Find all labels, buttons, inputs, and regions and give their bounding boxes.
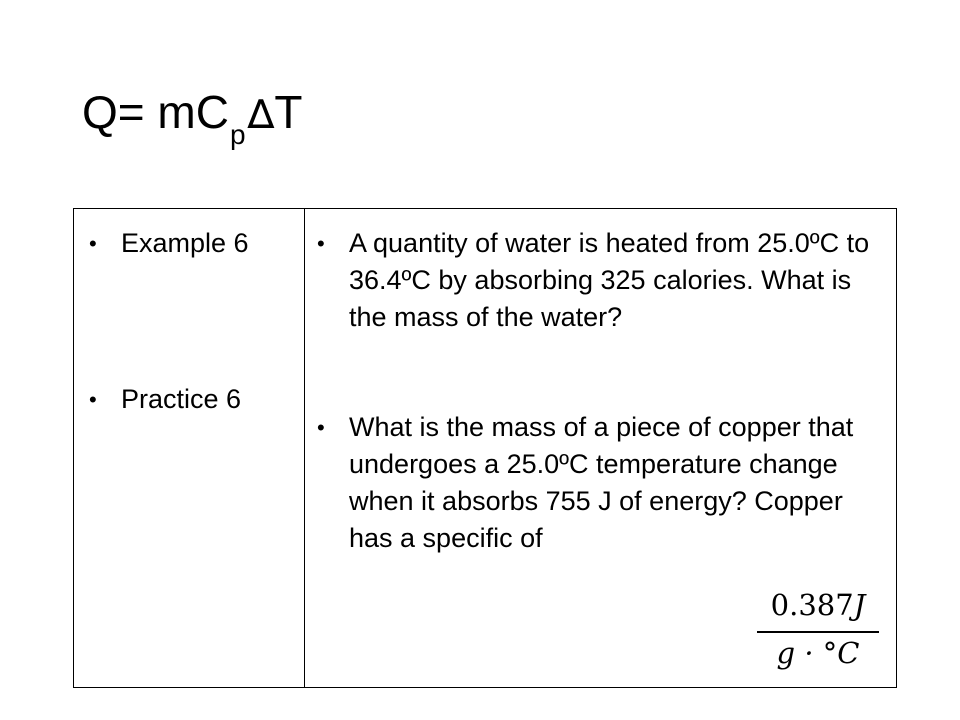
right-bullet-text: A quantity of water is heated from 25.0ºC to 36.4ºC by absorbing 325 calories. What is the mass of the water?	[349, 228, 870, 332]
left-column	[74, 209, 305, 687]
specific-heat-fraction	[753, 587, 883, 673]
right-bullet-example-problem	[317, 225, 887, 395]
left-bullet-text: Practice 6	[121, 384, 242, 414]
numerator-number: 0.387	[770, 588, 854, 622]
bullet-icon: •	[89, 231, 97, 256]
right-column	[305, 209, 896, 687]
numerator-unit: J	[853, 588, 866, 622]
bullet-icon: •	[89, 387, 97, 412]
title-subscript: p	[229, 119, 246, 150]
fraction-bar	[757, 631, 879, 633]
bullet-icon: •	[317, 231, 325, 256]
left-bullet-practice	[89, 381, 294, 421]
title-suffix: T	[274, 86, 303, 138]
left-bullet-example	[89, 225, 294, 265]
content-table	[73, 208, 897, 688]
title-delta-symbol: ∆	[247, 92, 275, 138]
slide-title	[82, 84, 303, 150]
title-prefix: Q= mC	[82, 86, 229, 138]
right-bullet-text: What is the mass of a piece of copper that undergoes a 25.0ºC temperature change when it absorbs 755 J of energy? Copper has a specific of	[349, 412, 854, 553]
fraction-denominator: g · °C	[776, 636, 860, 670]
bullet-icon: •	[317, 415, 325, 440]
fraction-numerator	[753, 587, 883, 623]
left-bullet-text: Example 6	[121, 228, 249, 258]
